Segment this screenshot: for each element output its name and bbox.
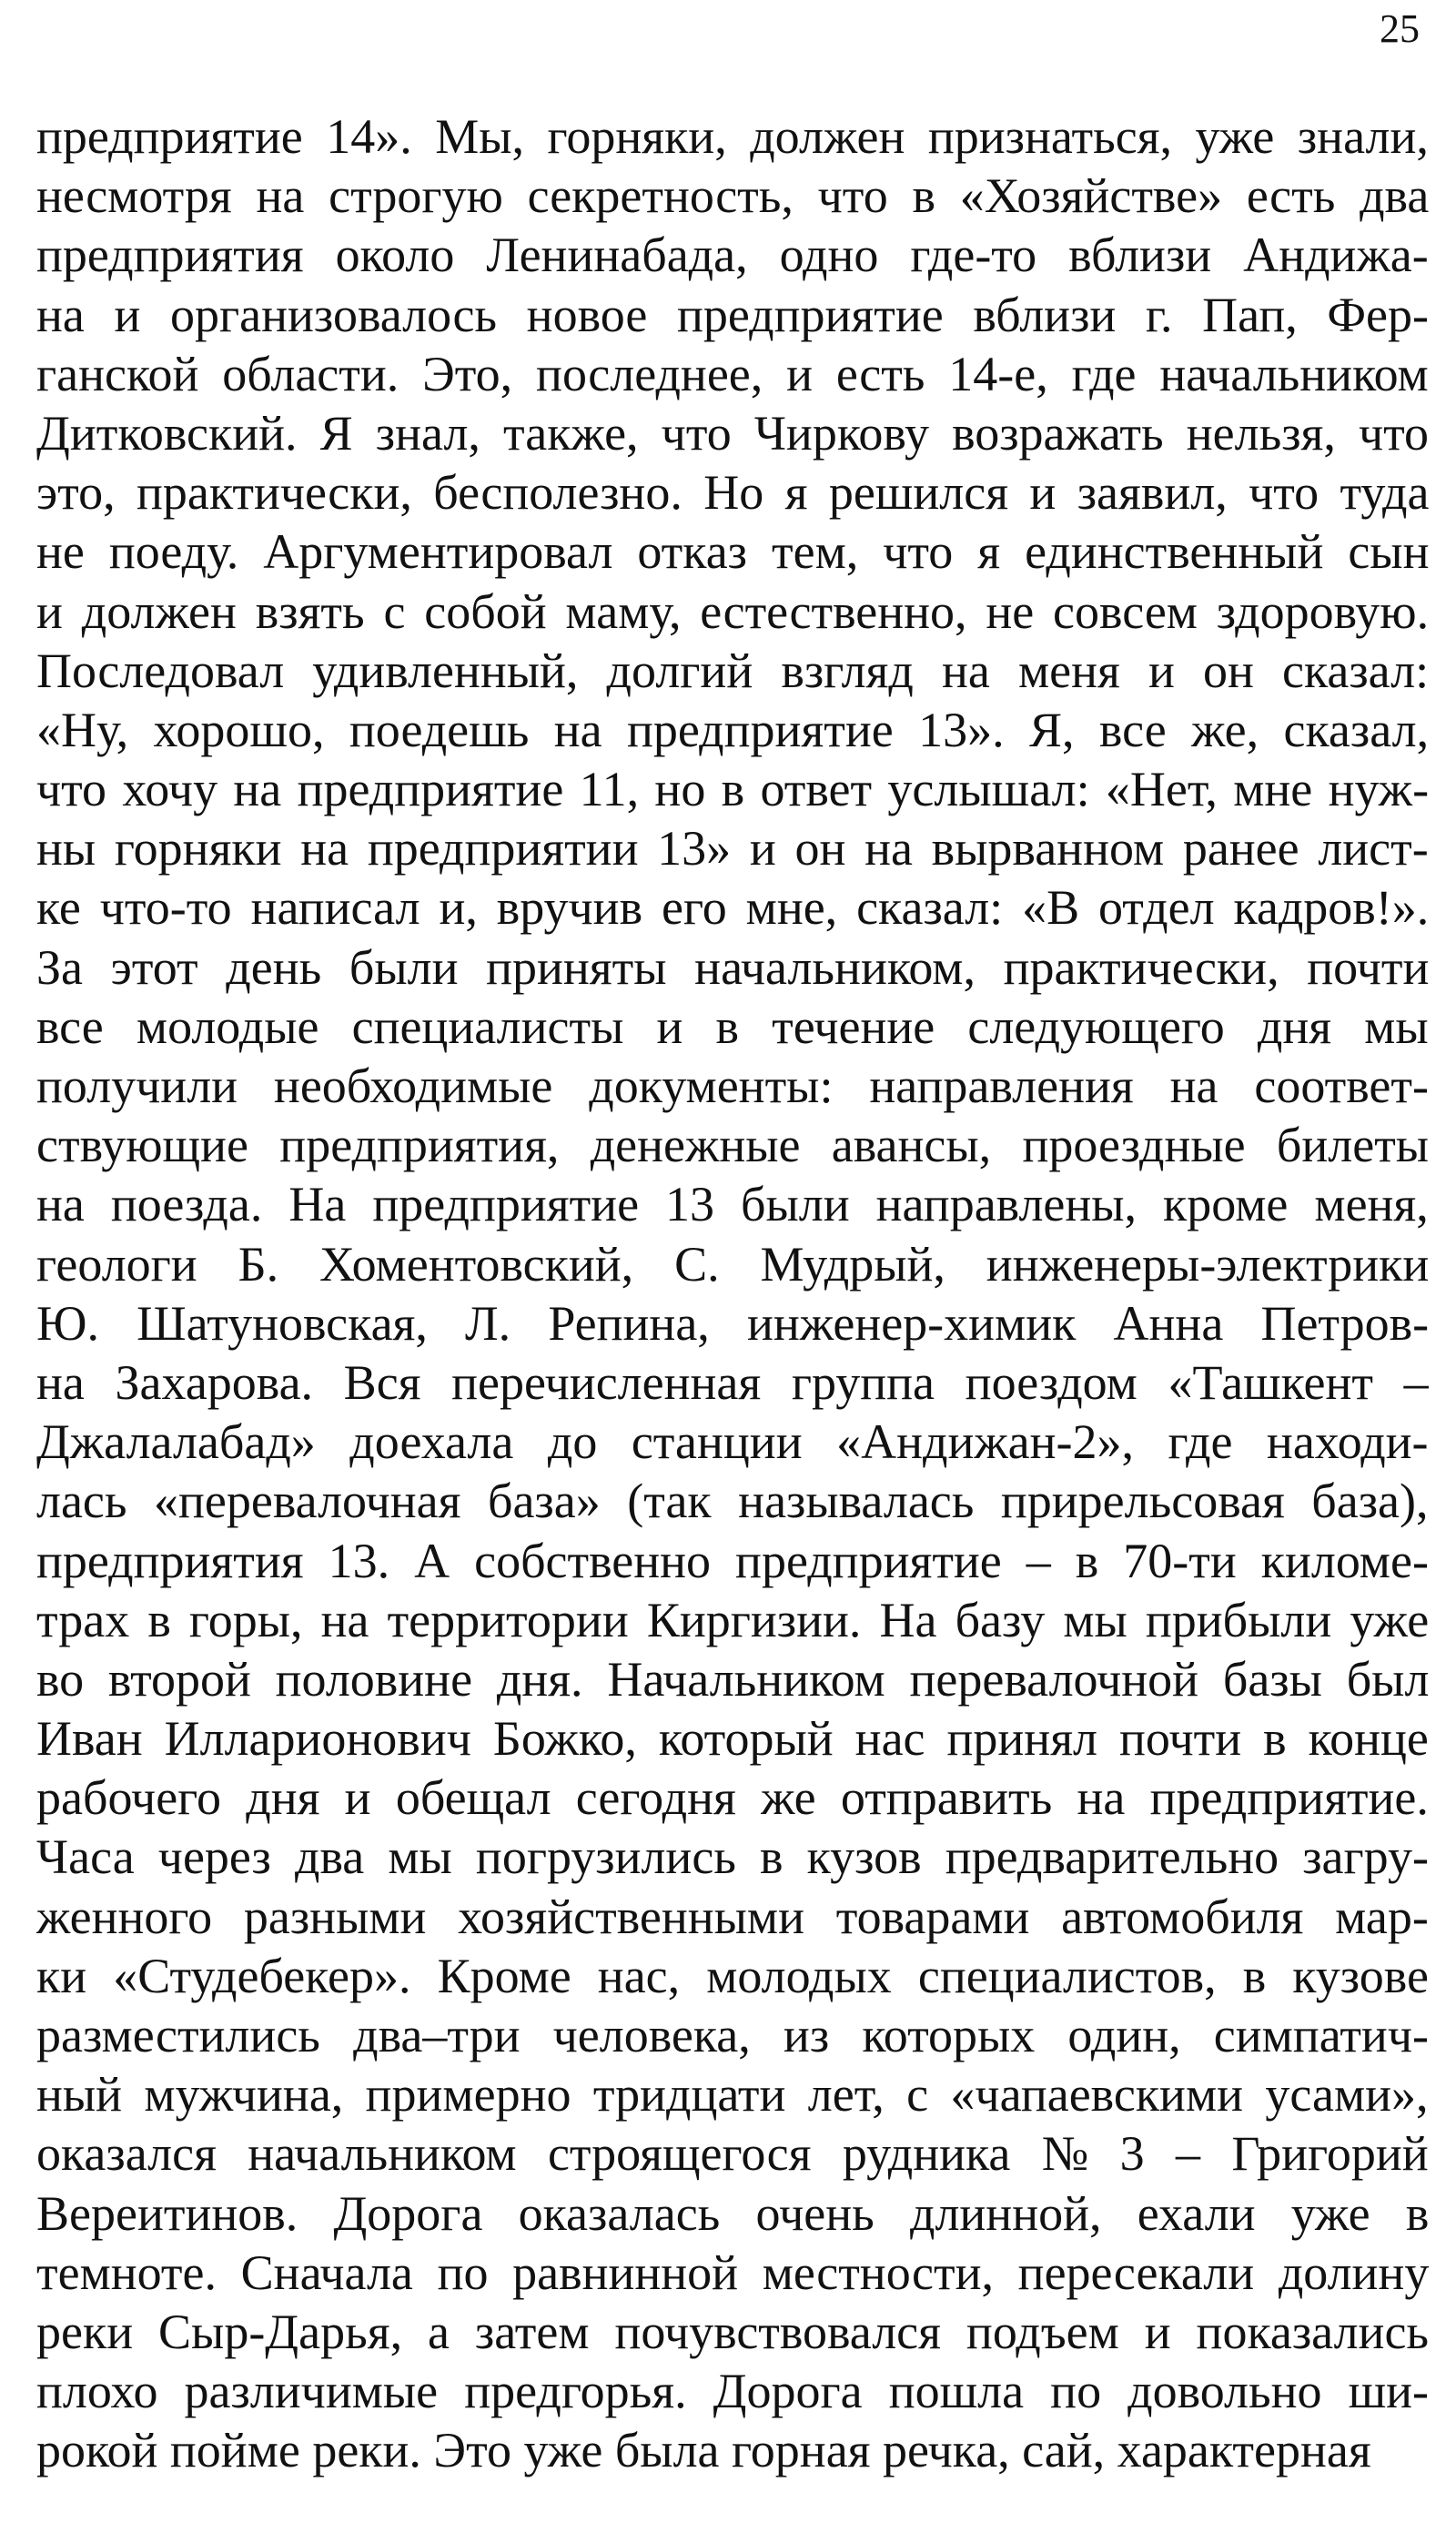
text-line: геологи Б. Хоментовский, С. Мудрый, инженеры-электрики [36,1236,1430,1292]
text-line: Ю. Шатуновская, Л. Репина, инженер-химик Анна Петров- [36,1295,1430,1351]
text-line: «Ну, хорошо, поедешь на предприятие 13». Я, все же, сказал, [36,702,1430,757]
text-line: что хочу на предприятие 11, но в ответ услышал: «Нет, мне нуж- [36,762,1430,817]
text-line: разместились два–три человека, из которых один, симпатич- [36,2008,1429,2062]
text-line: трах в горы, на территории Киргизии. На базу мы прибыли уже [36,1592,1430,1647]
text-line: ганской области. Это, последнее, и есть 14-е, где начальником [36,346,1429,401]
text-line: не поеду. Аргументировал отказ тем, что я единственный сын [36,524,1430,580]
text-line: на Захарова. Вся перечисленная группа поездом «Ташкент – [36,1354,1429,1410]
text-line: Часа через два мы погрузились в кузов предварительно загру- [36,1829,1429,1885]
text-line: ке что-то написал и, вручив его мне, сказал: «В отдел кадров!». [36,880,1430,936]
text-line: на и организовалось новое предприятие вблизи г. Пап, Фер- [36,287,1429,342]
text-line: Иван Илларионович Божко, который нас принял почти в конце [36,1711,1429,1767]
body-text [36,107,1429,2481]
text-line: несмотря на строгую секретность, что в «Хозяйстве» есть два [36,168,1430,224]
text-line: Вереитинов. Дорога оказалась очень длинной, ехали уже в [36,2185,1430,2241]
text-line: ный мужчина, примерно тридцати лет, с «чапаевскими усами», [36,2067,1429,2123]
text-line: и должен взять с собой маму, естественно, не совсем здоровую. [36,583,1430,639]
text-line: предприятие 14». Мы, горняки, должен признаться, уже знали, [36,109,1429,164]
text-line: плохо различимые предгорья. Дорога пошла по довольно ши- [36,2364,1430,2419]
text-line: оказался начальником строящегося рудника № 3 – Григорий [36,2126,1429,2182]
text-line: За этот день были приняты начальником, практически, почти [36,939,1430,995]
text-line: Дитковский. Я знал, также, что Чиркову возражать нельзя, что [36,405,1430,461]
text-line: рокой пойме реки. Это уже была горная речка, сай, характерная [36,2423,1371,2478]
text-line: ки «Студебекер». Кроме нас, молодых специалистов, в кузове [36,1948,1429,2003]
text-line: ствующие предприятия, денежные авансы, проездные билеты [36,1118,1430,1173]
text-line: лась «перевалочная база» (так называлась прирельсовая база), [36,1474,1429,1529]
text-line: это, практически, бесполезно. Но я решился и заявил, что туда [36,465,1430,521]
text-line: получили необходимые документы: направления на соответ- [36,1059,1429,1113]
text-line: женного разными хозяйственными товарами автомобиля мар- [36,1889,1429,1944]
text-line: Джалалабад» доехала до станции «Андижан-2», где находи- [36,1414,1429,1470]
text-line: на поезда. На предприятие 13 были направлены, кроме меня, [36,1177,1429,1232]
text-line: предприятия около Ленинабада, одно где-то вблизи Андижа- [36,228,1429,283]
text-line: рабочего дня и обещал сегодня же отправить на предприятие. [36,1770,1429,1826]
text-line: ны горняки на предприятии 13» и он на вырванном ранее лист- [36,821,1429,876]
page-number: 25 [1380,6,1420,51]
text-line: предприятия 13. А собственно предприятие – в 70-ти киломе- [36,1533,1429,1588]
text-line: во второй половине дня. Начальником перевалочной базы был [36,1651,1430,1707]
text-line: реки Сыр-Дарья, а затем почувствовался подъем и показались [36,2304,1430,2359]
text-line: Последовал удивленный, долгий взгляд на меня и он сказал: [36,643,1430,698]
text-line: темноте. Сначала по равнинной местности, пересекали долину [36,2244,1430,2300]
text-line: все молодые специалисты и в течение следующего дня мы [36,998,1429,1054]
